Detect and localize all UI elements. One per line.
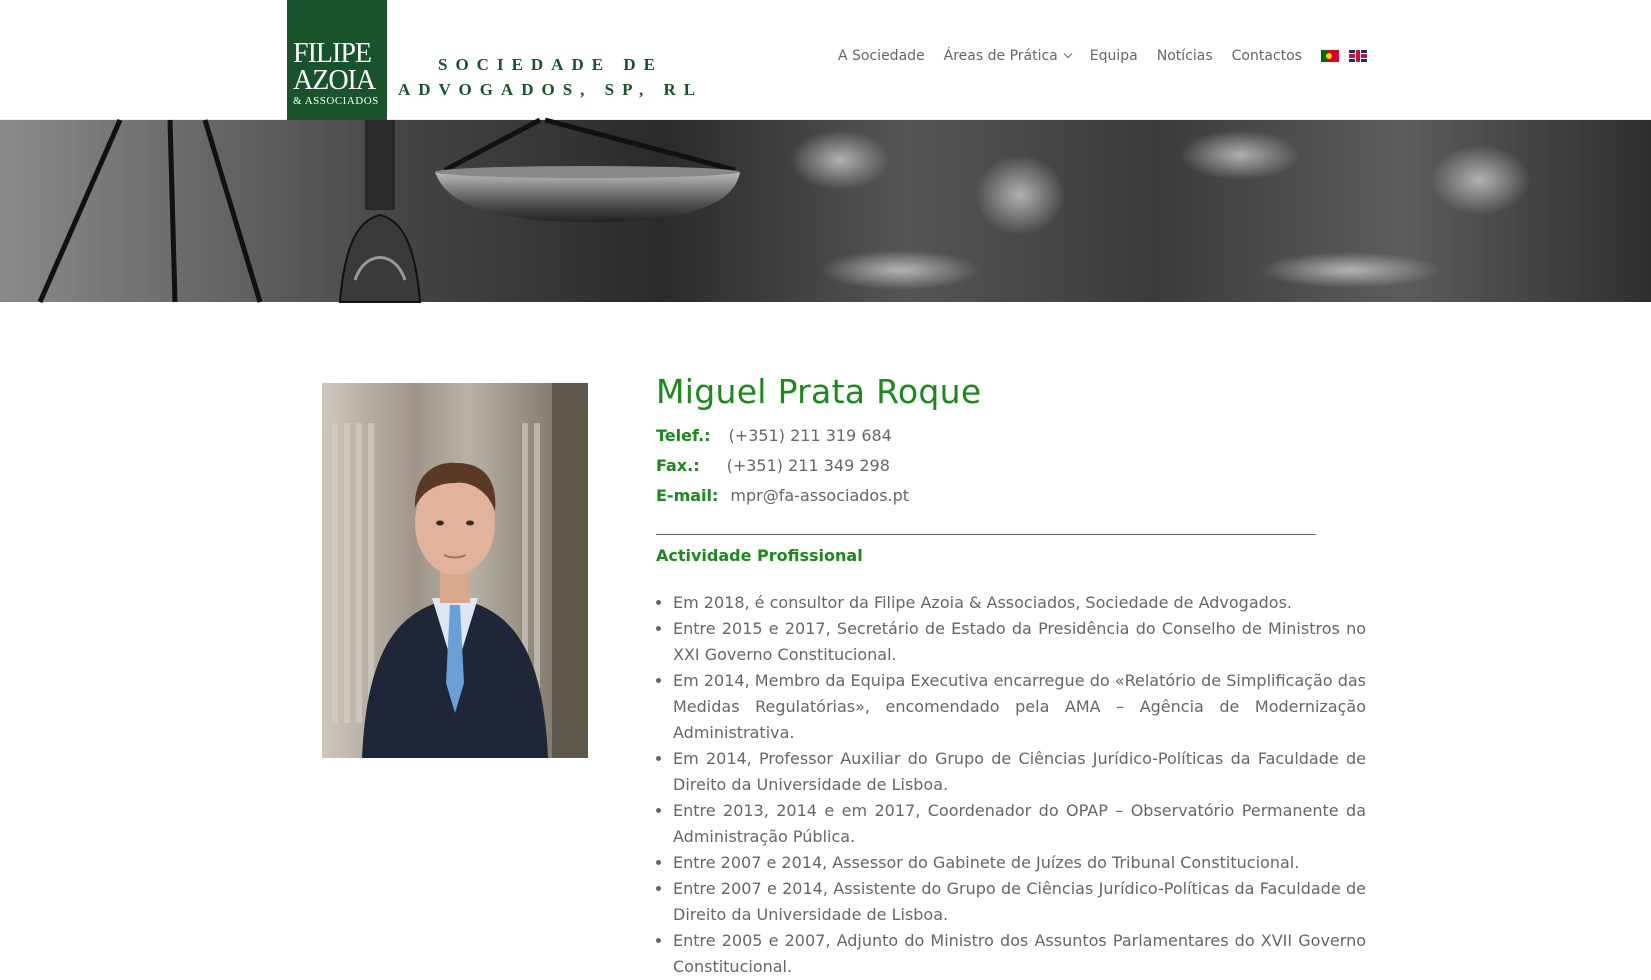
fax-value: (+351) 211 349 298 (726, 456, 890, 475)
firm-name[interactable] (398, 52, 703, 102)
profile-photo-image (322, 383, 588, 758)
phone-value: (+351) 211 319 684 (728, 426, 892, 445)
language-switcher (1321, 50, 1367, 62)
list-item: • Em 2014, Membro da Equipa Executiva encarregue do «Relatório de Simplificação das Medidas Regulatórias», encomendado pela AMA – Agência de Modernização Administrativa. (673, 668, 1366, 746)
scales-of-justice-image (0, 120, 1651, 302)
nav-item-equipa[interactable]: Equipa (1089, 48, 1138, 64)
list-item: • Em 2018, é consultor da Filipe Azoia & Associados, Sociedade de Advogados. (673, 590, 1366, 616)
nav-item-areas-de-pratica[interactable] (944, 48, 1071, 64)
list-item: • Entre 2015 e 2017, Secretário de Estado da Presidência do Conselho de Ministros no XXI Governo Constitucional. (673, 616, 1366, 668)
main-nav (838, 48, 1367, 64)
firm-name-line1: SOCIEDADE DE (438, 55, 663, 74)
nav-item-noticias[interactable]: Notícias (1156, 48, 1213, 64)
pt-flag-icon[interactable] (1321, 50, 1339, 62)
list-item: • Em 2014, Professor Auxiliar do Grupo de Ciências Jurídico-Políticas da Faculdade de Direito da Universidade de Lisboa. (673, 746, 1366, 798)
email-label: E-mail: (656, 486, 719, 505)
nav-item-a-sociedade[interactable]: A Sociedade (838, 48, 925, 64)
fax-label: Fax.: (656, 456, 700, 475)
list-item: • Entre 2007 e 2014, Assessor do Gabinete de Juízes do Tribunal Constitucional. (673, 850, 1366, 876)
list-item: • Entre 2007 e 2014, Assistente do Grupo de Ciências Jurídico-Políticas da Faculdade de Direito da Universidade de Lisboa. (673, 876, 1366, 928)
section-title: Actividade Profissional (656, 546, 863, 565)
contact-email (656, 486, 909, 505)
en-flag-icon[interactable] (1349, 50, 1367, 62)
site-header (0, 0, 1651, 120)
profile-photo (322, 383, 588, 758)
list-item: • Entre 2013, 2014 e em 2017, Coordenador do OPAP – Observatório Permanente da Administração Pública. (673, 798, 1366, 850)
nav-item-areas-label: Áreas de Prática (943, 48, 1058, 64)
divider (656, 534, 1316, 535)
list-item: • Entre 2005 e 2007, Adjunto do Ministro dos Assuntos Parlamentares do XVII Governo Constitucional. (673, 928, 1366, 980)
nav-item-contactos[interactable]: Contactos (1231, 48, 1302, 64)
firm-name-line2: ADVOGADOS, SP, RL (398, 80, 704, 99)
logo-line3: & ASSOCIADOS (293, 95, 379, 107)
email-link[interactable]: mpr@fa-associados.pt (730, 486, 910, 505)
contact-phone (656, 426, 892, 445)
hero-banner (0, 120, 1651, 302)
chevron-down-icon (1064, 50, 1072, 58)
phone-label: Telef.: (656, 426, 711, 445)
logo[interactable] (287, 0, 387, 120)
contact-fax (656, 456, 890, 475)
page-title: Miguel Prata Roque (656, 372, 982, 411)
logo-line1: FILIPE (293, 38, 371, 69)
logo-line2: AZOIA (293, 65, 376, 96)
activity-list (673, 590, 1366, 980)
